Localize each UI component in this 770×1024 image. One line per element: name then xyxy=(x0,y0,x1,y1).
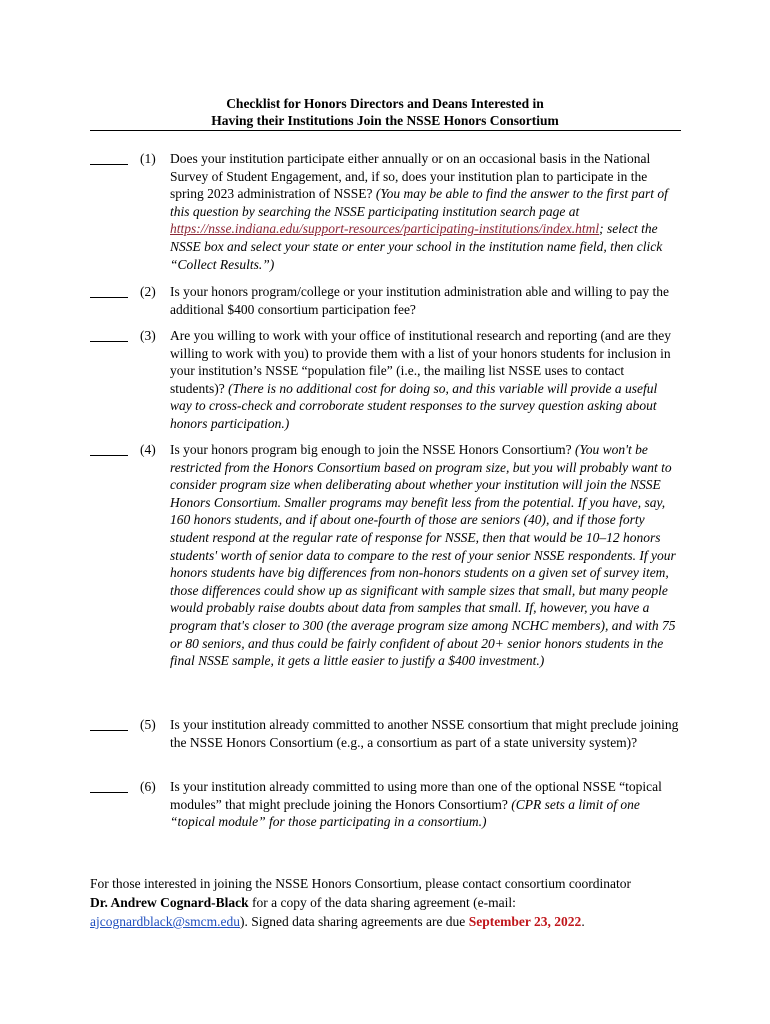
item-number: (4) xyxy=(140,442,156,457)
nsse-search-link[interactable]: https://nsse.indiana.edu/support-resources/participating-institutions/index.html xyxy=(170,221,600,237)
contact-paragraph xyxy=(90,874,650,931)
item-note: (There is no additional cost for doing so, and this variable will provide a useful way to cross-check and corroborate student responses to the survey question asking about honors participation.) xyxy=(170,380,658,431)
item-question: Is your institution already committed to using more than one of the optional NSSE “topical modules” that might preclude joining the Honors Consortium? xyxy=(170,779,662,812)
contact-middle: for a copy of the data sharing agreement (e-mail: xyxy=(252,895,516,910)
item-number: (3) xyxy=(140,328,156,343)
document-title-line-2: Having their Institutions Join the NSSE Honors Consortium xyxy=(211,113,559,128)
contact-lead: For those interested in joining the NSSE Honors Consortium, please contact consortium coordinator xyxy=(90,876,632,891)
item-number: (5) xyxy=(140,717,156,732)
deadline-date: September 23, 2022 xyxy=(468,914,582,929)
item-number: (1) xyxy=(140,151,156,166)
item-text xyxy=(170,716,682,751)
document-title-line-1: Checklist for Honors Directors and Deans Interested in xyxy=(226,96,544,111)
contact-period: . xyxy=(581,914,585,929)
item-number: (2) xyxy=(140,284,156,299)
item-question: Are you willing to work with your office of institutional research and reporting (and are they willing to work with you) to provide them with a list of your honors students for inclusion in your institution’s NSSE “population file” (i.e., the mailing list NSSE uses to contact students)? xyxy=(170,328,671,396)
coordinator-email-link[interactable]: ajcognardblack@smcm.edu xyxy=(90,914,241,929)
title-underline xyxy=(90,130,681,131)
coordinator-name: Dr. Andrew Cognard-Black xyxy=(90,895,249,910)
item-text xyxy=(170,441,682,670)
item-question: Does your institution participate either annually or on an occasional basis in the National Survey of Student Engagement, and, if so, does your institution plan to participate in the spring 2023 administration of NSSE? xyxy=(170,151,651,202)
item-text xyxy=(170,327,682,433)
item-text xyxy=(170,778,682,831)
item-text xyxy=(170,283,682,318)
item-note: (You may be able to find the answer to the first part of this question by searching the NSSE participating institution search page at xyxy=(170,186,668,219)
item-number: (6) xyxy=(140,779,156,794)
item-note: (You won't be restricted from the Honors Consortium based on program size, but you will probably want to consider program size when deliberating about whether your institution will join the NSSE Honors Consortium. Smaller programs may benefit less from the potential. If you have, say, 160 honors students, and if about one-fourth of those are seniors (40), and if those forty student respond at the regular rate of response for NSSE, then that would be 10–12 honors students' worth of senior data to compare to the rest of your senior NSSE respondents. If your honors students have big differences from non-honors students on a given set of survey item, those differences could show up as significant with sample sizes that small, but many people would probably raise doubts about data from samples that small. If, however, you have a program that's closer to 300 (the average program size among NCHC members), and with 75 or 80 seniors, and thus could be fairly confident of about 20+ senior honors students in the final NSSE sample, it gets a little easier to justify a $400 investment.) xyxy=(170,442,676,669)
item-note-continued: ; select the NSSE box and select your state or enter your school in the institution name field, then click “Collect Results.”) xyxy=(170,221,663,272)
item-question: Is your honors program/college or your institution administration able and willing to pay the additional $400 consortium participation fee? xyxy=(170,284,670,317)
item-note: (CPR sets a limit of one “topical module” for those participating in a consortium.) xyxy=(170,796,640,830)
item-question: Is your honors program big enough to join the NSSE Honors Consortium? xyxy=(170,442,572,457)
contact-after-email: ). Signed data sharing agreements are due xyxy=(240,914,466,929)
item-question: Is your institution already committed to another NSSE consortium that might preclude joining the NSSE Honors Consortium (e.g., a consortium as part of a state university system)? xyxy=(170,717,679,750)
item-text xyxy=(170,150,682,273)
